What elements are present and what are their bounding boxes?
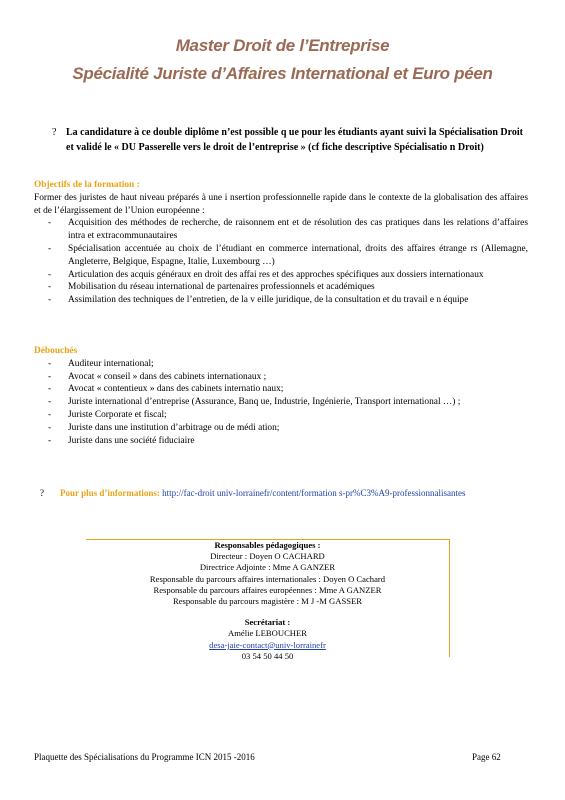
list-item: - Auditeur international; <box>68 358 528 371</box>
document-subtitle: Spécialité Juriste d’Affaires International et Euro péen <box>72 64 493 83</box>
list-item: - Juriste Corporate et fiscal; <box>68 409 528 422</box>
secretariat-phone: 03 54 50 44 50 <box>241 650 294 661</box>
list-item: - Acquisition des méthodes de recherche, de raisonnem ent et de résolution des cas pratiques dans les relations d’affaires intra et extracommunautaires <box>68 217 528 243</box>
admission-note <box>52 125 532 155</box>
objectives-title: Objectifs de la formation : <box>34 180 140 190</box>
more-info-label: Pour plus d’informations: <box>60 488 160 498</box>
footer-text: Plaquette des Spécialisations du Programme ICN 2015 -2016 <box>34 752 255 762</box>
list-item: - Mobilisation du réseau international de partenaires professionnels et académiques <box>68 281 528 294</box>
contact-line: Responsable du parcours affaires européennes : Mme A GANZER <box>153 584 382 595</box>
list-item: - Juriste international d’entreprise (Assurance, Banq ue, Industrie, Ingénierie, Transport international …) ; <box>68 396 528 409</box>
secretariat-name: Amélie LEBOUCHER <box>227 628 307 639</box>
list-item: - Assimilation des techniques de l’entretien, de la v eille juridique, de la consultation et du travail e n équipe <box>68 294 528 307</box>
contact-line: Responsable du parcours affaires internationales : Doyen O Cachard <box>149 573 386 584</box>
more-info <box>40 488 530 498</box>
document-title: Master Droit de l’Entreprise <box>175 36 390 55</box>
page-number: Page 62 <box>472 752 501 762</box>
contact-line: Directeur : Doyen O CACHARD <box>210 551 325 562</box>
note-marker-icon: ? <box>52 127 57 138</box>
list-item: - Juriste dans une société fiduciaire <box>68 435 528 448</box>
careers-section <box>34 345 528 447</box>
list-item: - Avocat « contentieux » dans des cabinets internatio naux; <box>68 383 528 396</box>
list-item: - Spécialisation accentuée au choix de l’étudiant en commerce international, droits des affaires étrange rs (Allemagne, Angleterre, Belgique, Espagne, Italie, Luxembourg …) <box>68 243 528 269</box>
list-item: - Avocat « conseil » dans des cabinets internationaux ; <box>68 371 528 384</box>
secretariat-title: Secrétariat : <box>244 617 291 628</box>
responsables-title: Responsables pédagogiques : <box>214 540 321 550</box>
contact-line: Directrice Adjointe : Mme A GANZER <box>199 562 336 573</box>
contacts-box <box>86 539 450 661</box>
admission-note-text: La candidature à ce double diplôme n’est possible q ue pour les étudiants ayant suivi la Spécialisation Droit et validé le « DU Passerelle vers le droit de l’entreprise » (cf fiche descriptive Spécialisatio n Droit) <box>66 127 524 153</box>
objectives-list <box>34 217 528 307</box>
more-info-link[interactable]: http://fac-droit univ-lorrainefr/content/formation s-pr%C3%A9-professionnalisantes <box>162 488 466 498</box>
objectives-section <box>34 179 528 307</box>
contact-line: Responsable du parcours magistère : M J -M GASSER <box>172 596 363 607</box>
careers-list <box>34 358 528 448</box>
list-item: - Articulation des acquis généraux en droit des affai res et des approches spécifiques aux dossiers internationaux <box>68 269 528 282</box>
info-marker-icon: ? <box>40 488 44 498</box>
list-item: - Juriste dans une institution d’arbitrage ou de médi ation; <box>68 422 528 435</box>
secretariat-email-link[interactable]: desa-jaie-contact@univ-lorrainefr <box>209 639 326 650</box>
careers-title: Débouchés <box>34 346 78 356</box>
objectives-intro: Former des juristes de haut niveau préparés à une i nsertion professionnelle rapide dans le contexte de la globalisation des affaires et de l’élargissement de l’Union européenne : <box>34 192 528 216</box>
